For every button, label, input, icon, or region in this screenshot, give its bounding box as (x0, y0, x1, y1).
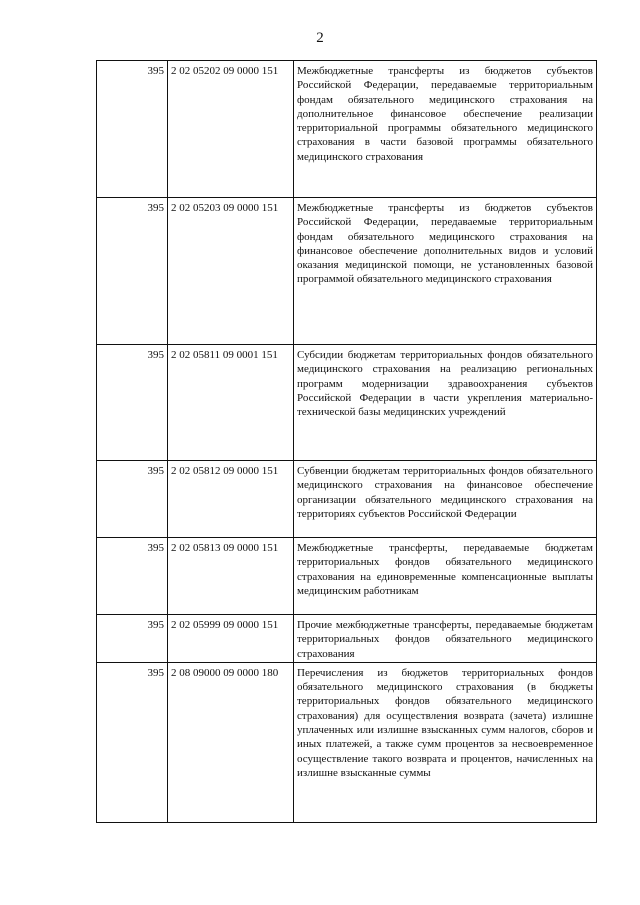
admin-code-cell: 395 (97, 662, 168, 822)
description-cell: Субвенции бюджетам территориальных фондов обязательного медицинского страхования на финансовое обеспечение организации обязательного медицинского страхования на территориях субъектов Российской Федерации (294, 461, 597, 538)
description-cell: Межбюджетные трансферты из бюджетов субъектов Российской Федерации, передаваемые территориальным фондам обязательного медицинского страхования на финансовое обеспечение дополнительных видов и условий оказания медицинской помощи, не установленных базовой программой обязательного медицинского страхования (294, 198, 597, 345)
budget-code-cell: 2 08 09000 09 0000 180 (168, 662, 294, 822)
admin-code-cell: 395 (97, 345, 168, 461)
table-row (97, 662, 597, 822)
budget-code-cell: 2 02 05202 09 0000 151 (168, 61, 294, 198)
description-cell: Перечисления из бюджетов территориальных фондов обязательного медицинского страхования (в бюджеты территориальных фондов обязательного медицинского страхования) для осуществления возврата (зачета) излишне уплаченных или излишне взысканных сумм налогов, сборов и иных платежей, а также сумм процентов за несвоевременное осуществление такого возврата и процентов, начисленных на излишне взысканные суммы (294, 662, 597, 822)
budget-code-cell: 2 02 05203 09 0000 151 (168, 198, 294, 345)
budget-code-cell: 2 02 05813 09 0000 151 (168, 538, 294, 615)
revenue-codes-table (96, 60, 597, 823)
budget-code-cell: 2 02 05811 09 0001 151 (168, 345, 294, 461)
budget-code-cell: 2 02 05999 09 0000 151 (168, 615, 294, 663)
admin-code-cell: 395 (97, 461, 168, 538)
table-row (97, 345, 597, 461)
description-cell: Межбюджетные трансферты из бюджетов субъектов Российской Федерации, передаваемые территориальным фондам обязательного медицинского страхования на дополнительное финансовое обеспечение реализации территориальной программы обязательного медицинского страхования в части базовой программы обязательного медицинского страхования (294, 61, 597, 198)
page-number: 2 (316, 30, 324, 46)
description-cell: Субсидии бюджетам территориальных фондов обязательного медицинского страхования на реализацию региональных программ модернизации здравоохранения субъектов Российской Федерации в части укрепления материально-технической базы медицинских учреждений (294, 345, 597, 461)
table-row (97, 198, 597, 345)
table-row (97, 615, 597, 663)
table-row (97, 538, 597, 615)
table-row (97, 61, 597, 198)
admin-code-cell: 395 (97, 198, 168, 345)
table-row (97, 461, 597, 538)
description-cell: Межбюджетные трансферты, передаваемые бюджетам территориальных фондов обязательного медицинского страхования на единовременные компенсационные выплаты медицинским работникам (294, 538, 597, 615)
admin-code-cell: 395 (97, 61, 168, 198)
budget-code-cell: 2 02 05812 09 0000 151 (168, 461, 294, 538)
admin-code-cell: 395 (97, 615, 168, 663)
admin-code-cell: 395 (97, 538, 168, 615)
description-cell: Прочие межбюджетные трансферты, передаваемые бюджетам территориальных фондов обязательного медицинского страхования (294, 615, 597, 663)
